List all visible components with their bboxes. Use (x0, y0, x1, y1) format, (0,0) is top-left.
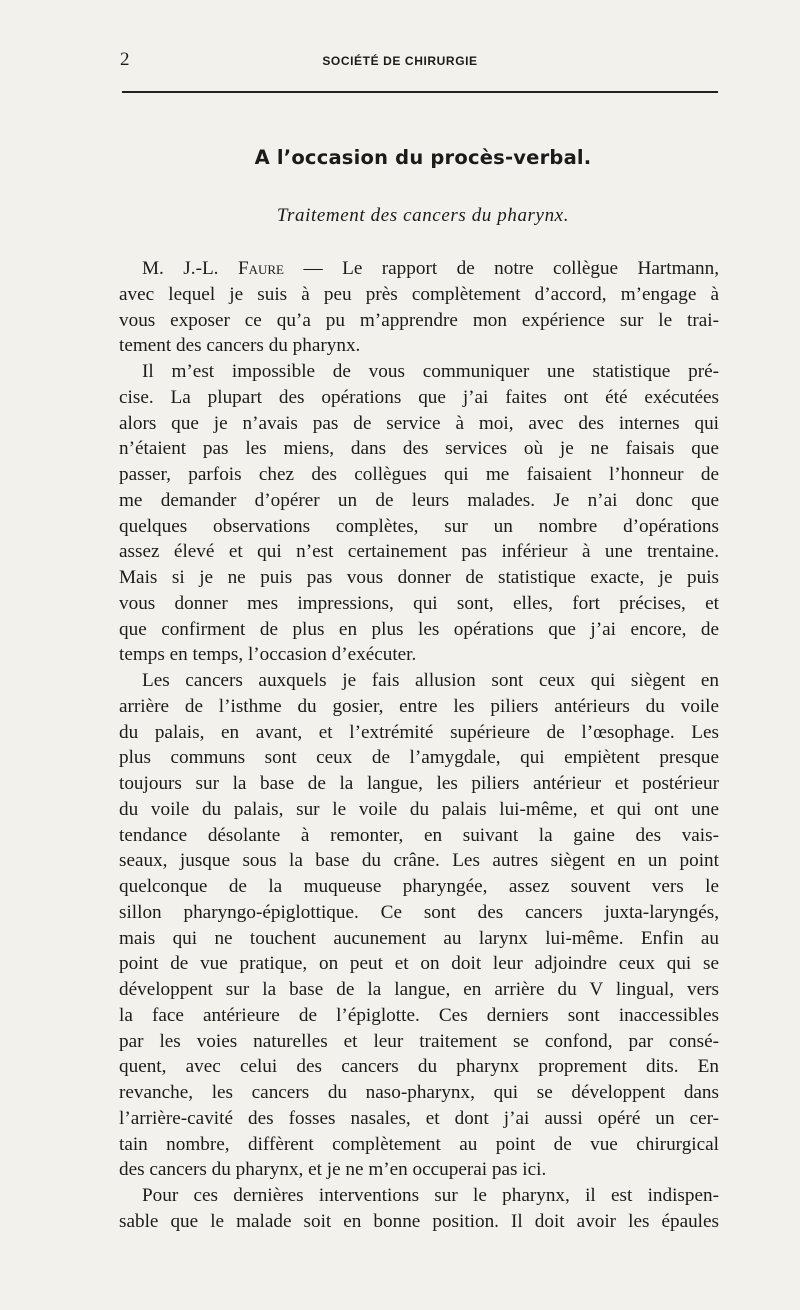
text-line: passer, parfois chez des collègues qui me faisaient l’honneur de (119, 464, 719, 485)
text-line: développent sur la base de la langue, en arrière du V lingual, vers (119, 979, 719, 1000)
text-line: Pour ces dernières interventions sur le pharynx, il est indispen- (142, 1185, 719, 1206)
header-rule (122, 91, 718, 93)
text-line: plus communs sont ceux de l’amygdale, qui empiètent presque (119, 747, 719, 769)
text-line: tendance désolante à remonter, en suivant la gaine des vais- (119, 824, 719, 846)
text-line: des cancers du pharynx, et je ne m’en occuperai pas ici. (119, 1159, 547, 1181)
text-line: que confirment de plus en plus les opérations que j’ai encore, de (119, 618, 719, 640)
text-line: du voile du palais, sur le voile du palais lui-même, et qui ont une (119, 798, 719, 820)
text-line: cise. La plupart des opérations que j’ai faites ont été exécutées (119, 386, 719, 408)
text-line: arrière de l’isthme du gosier, entre les piliers antérieurs du voile (119, 695, 719, 717)
running-head: SOCIÉTÉ DE CHIRURGIE (322, 54, 478, 68)
body-text (119, 256, 719, 1235)
text-line (119, 256, 719, 282)
text-line: mais qui ne touchent aucunement au larynx lui-même. Enfin au (119, 927, 719, 949)
text-line: du palais, en avant, et l’extrémité supérieure de l’œsophage. Les (119, 721, 719, 743)
text-line: toujours sur la base de la langue, les piliers antérieur et postérieur (119, 773, 719, 794)
text-line: temps en temps, l’occasion d’exécuter. (119, 644, 417, 666)
text-line: vous exposer ce qu’a pu m’apprendre mon expérience sur le trai- (119, 309, 719, 331)
text-line: Les cancers auxquels je fais allusion sont ceux qui siègent en (142, 670, 719, 691)
text-line-content: Le rapport de notre collègue Hartmann, (342, 258, 720, 279)
text-line: Mais si je ne puis pas vous donner de statistique exacte, je puis (119, 567, 719, 588)
section-title: A l’occasion du procès-verbal. (254, 146, 592, 169)
speaker-dash: — (284, 258, 343, 279)
page-number: 2 (120, 49, 130, 70)
speaker-name: Faure (237, 258, 284, 279)
text-line: alors que je n’avais pas de service à moi, avec des internes qui (119, 412, 719, 434)
section-subtitle: Traitement des cancers du pharynx. (276, 205, 570, 226)
text-line: Il m’est impossible de vous communiquer une statistique pré- (142, 361, 719, 382)
text-line: point de vue pratique, on peut et on doit leur adjoindre ceux qui se (119, 953, 719, 975)
text-line: avec lequel je suis à peu près complètement d’accord, m’engage à (119, 283, 719, 305)
speaker-initials: M. J.-L. (142, 258, 219, 279)
text-line: sable que le malade soit en bonne position. Il doit avoir les épaules (119, 1210, 719, 1232)
text-line: par les voies naturelles et leur traitement se confond, par consé- (119, 1030, 719, 1052)
text-line: tain nombre, diffèrent complètement au point de vue chirurgical (119, 1133, 719, 1155)
text-line: revanche, les cancers du naso-pharynx, qui se développent dans (119, 1082, 719, 1103)
text-line: assez élevé et qui n’est certainement pas inférieur à une trentaine. (119, 541, 719, 563)
text-line: quent, avec celui des cancers du pharynx proprement dits. En (119, 1056, 719, 1078)
text-line: quelques observations complètes, sur un nombre d’opérations (119, 515, 719, 537)
text-line: me demander d’opérer un de leurs malades. Je n’ai donc que (119, 489, 719, 511)
text-line: tement des cancers du pharynx. (119, 335, 361, 357)
text-line: la face antérieure de l’épiglotte. Ces derniers sont inaccessibles (119, 1004, 719, 1026)
text-line: vous donner mes impressions, qui sont, elles, fort précises, et (119, 592, 719, 614)
text-line: seaux, jusque sous la base du crâne. Les autres siègent en un point (119, 850, 719, 872)
text-line: n’étaient pas les miens, dans des services où je ne faisais que (119, 438, 719, 460)
text-line: l’arrière-cavité des fosses nasales, et dont j’ai aussi opéré un cer- (119, 1107, 719, 1129)
text-line: sillon pharyngo-épiglottique. Ce sont des cancers juxta-laryngés, (119, 901, 719, 923)
text-line: quelconque de la muqueuse pharyngée, assez souvent vers le (119, 876, 719, 897)
